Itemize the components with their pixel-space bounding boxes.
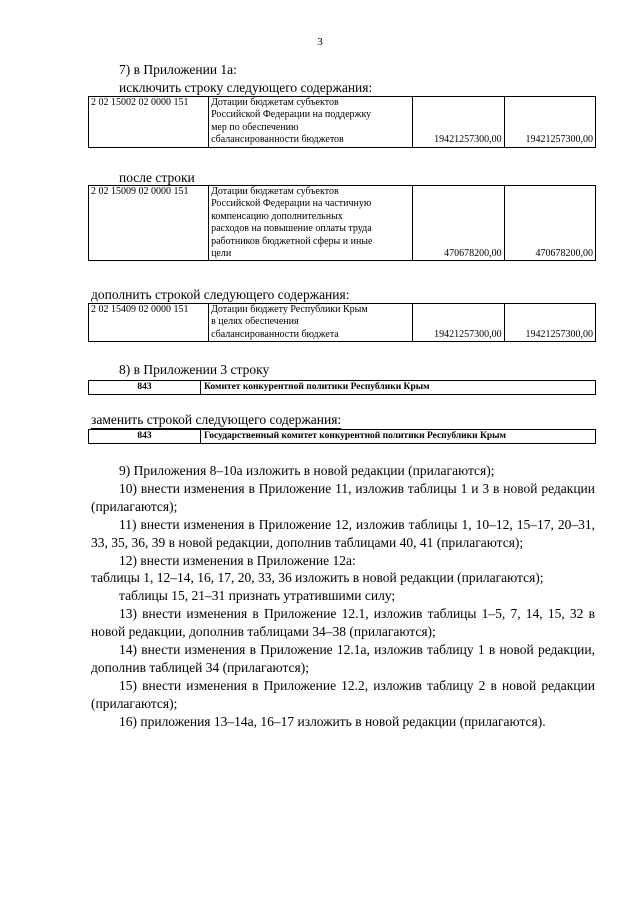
after-row-table (88, 185, 596, 261)
name-line: цели (211, 248, 232, 260)
name-cell (209, 97, 413, 148)
name-line: Российской Федерации на частичную (211, 198, 372, 210)
table-row (89, 381, 596, 395)
name-line: в целях обеспечения (211, 316, 299, 328)
paragraph-10: 10) внести изменения в Приложение 11, изложив таблицы 1 и 3 в новой редакции (прилагаются); (91, 480, 595, 514)
page-number: 3 (317, 36, 323, 48)
old-row-table (88, 380, 596, 395)
name-cell (209, 186, 413, 261)
table-row (89, 430, 596, 444)
name-line: Дотации бюджетам субъектов (211, 97, 339, 108)
code-cell: 2 02 15002 02 0000 151 (89, 97, 209, 148)
name-line: компенсацию дополнительных (211, 210, 343, 222)
name-line: сбалансированности бюджета (211, 328, 339, 340)
replace-instruction: заменить строкой следующего содержания: (91, 412, 342, 427)
value-cell: 19421257300,00 (504, 97, 595, 148)
table-row (89, 304, 596, 342)
item8-heading: 8) в Приложении 3 строку (119, 362, 270, 377)
name-line: работников бюджетной сферы и иные (211, 235, 373, 247)
value-cell: 470678200,00 (504, 186, 595, 261)
value-cell: 470678200,00 (413, 186, 504, 261)
paragraph-16: 16) приложения 13–14а, 16–17 изложить в новой редакции (прилагаются). (119, 713, 546, 729)
table-row (89, 97, 596, 148)
name-line: расходов на повышение оплаты труда (211, 223, 372, 235)
code-cell: 2 02 15409 02 0000 151 (89, 304, 209, 342)
paragraph-12: 12) внести изменения в Приложение 12а: (119, 552, 356, 568)
name-line: Российской Федерации на поддержку (211, 109, 372, 121)
code-cell: 843 (89, 381, 201, 395)
amendments-list (91, 462, 595, 731)
value-cell: 19421257300,00 (504, 304, 595, 342)
new-row-table (88, 429, 596, 444)
name-line: мер по обеспечению (211, 121, 299, 133)
name-line: Дотации бюджетам субъектов (211, 186, 339, 197)
paragraph-13: 13) внести изменения в Приложение 12.1, изложив таблицы 1–5, 7, 14, 15, 32 в новой редакции, дополнив таблицами 34–38 (прилагаются); (91, 606, 595, 640)
name-cell (209, 304, 413, 342)
name-cell: Государственный комитет конкурентной политики Республики Крым (201, 430, 596, 444)
paragraph-11: 11) внести изменения в Приложение 12, изложив таблицы 1, 10–12, 15–17, 20–31, 33, 35, 36, 39 в новой редакции, дополнив таблицами 40, 41 (прилагаются); (91, 516, 595, 550)
excluded-row-table (88, 96, 596, 148)
after-instruction: после строки (119, 170, 195, 185)
paragraph-14: 14) внести изменения в Приложение 12.1а, изложив таблицу 1 в новой редакции, дополнив таблицей 34 (прилагаются); (91, 642, 595, 675)
name-cell: Комитет конкурентной политики Республики Крым (201, 381, 596, 395)
exclude-instruction: исключить строку следующего содержания: (119, 80, 373, 95)
name-line: Дотации бюджету Республики Крым (211, 304, 368, 315)
value-cell: 19421257300,00 (413, 97, 504, 148)
table-row (89, 186, 596, 261)
added-row-table (88, 303, 596, 342)
paragraph-12a: таблицы 1, 12–14, 16, 17, 20, 33, 36 изложить в новой редакции (прилагаются); (91, 570, 544, 586)
paragraph-9: 9) Приложения 8–10а изложить в новой редакции (прилагаются); (119, 463, 495, 478)
paragraph-12b: таблицы 15, 21–31 признать утратившими силу; (119, 588, 396, 604)
value-cell: 19421257300,00 (413, 304, 504, 342)
name-line: сбалансированности бюджетов (211, 134, 344, 146)
paragraph-15: 15) внести изменения в Приложение 12.2, изложив таблицу 2 в новой редакции (прилагаются); (91, 677, 595, 711)
code-cell: 2 02 15009 02 0000 151 (89, 186, 209, 261)
add-instruction: дополнить строкой следующего содержания: (91, 287, 350, 302)
code-cell: 843 (89, 430, 201, 444)
item7-heading: 7) в Приложении 1а: (119, 62, 237, 77)
